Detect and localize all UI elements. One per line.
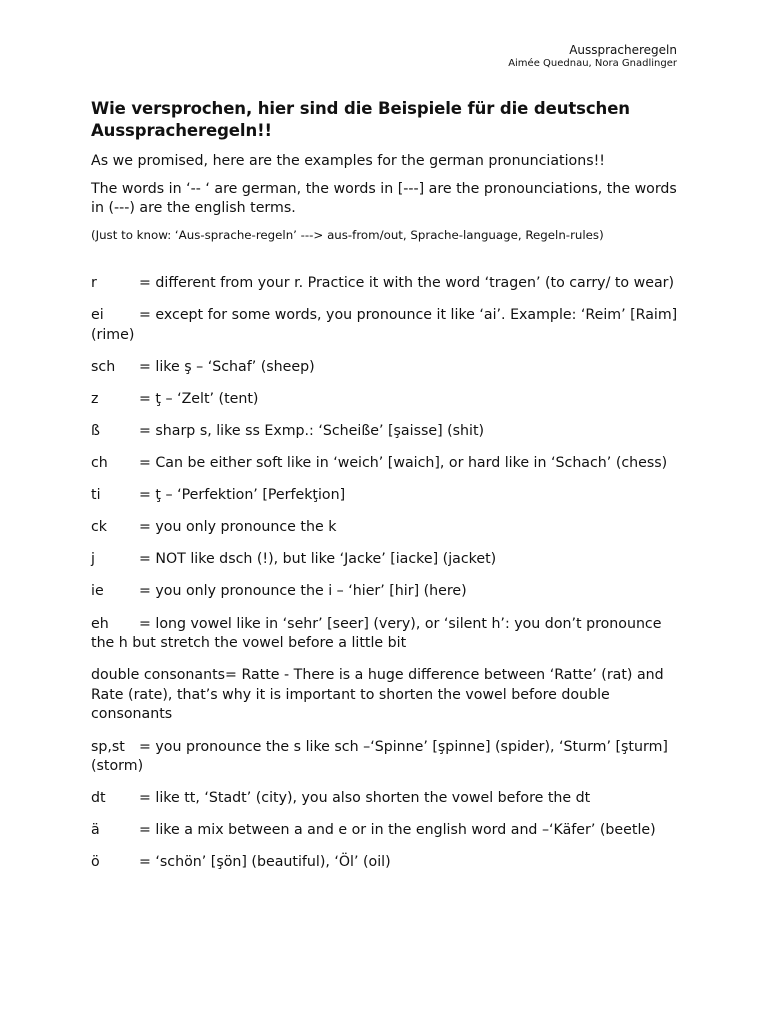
rule-item [91,666,681,725]
rule-key: ei [91,307,104,324]
document-title: Wie versprochen, hier sind die Beispiele für die deutschen Ausspracheregeln!! [91,99,630,140]
rule-key: ß [91,422,100,439]
rule-text: = you pronounce the s like sch –‘Spinne’ [şpinne] (spider), ‘Sturm’ [şturm] (storm) [91,738,668,775]
rule-item [91,274,681,294]
rule-text: = NOT like dsch (!), but like ‘Jacke’ [iacke] (jacket) [139,551,497,568]
rule-text: = Ratte - There is a huge difference between ‘Ratte’ (rat) and Rate (rate), that’s why it is important to shorten the vowel before double consonants [91,667,664,723]
rule-text: = long vowel like in ‘sehr’ [seer] (very), or ‘silent h’: you don’t pronounce the h but stretch the vowel before a little bit [91,615,662,652]
rule-item [91,821,681,841]
intro-paragraph: As we promised, here are the examples for the german pronunciations!! [91,153,605,169]
rule-text: = Can be either soft like in ‘weich’ [waich], or hard like in ‘Schach’ (chess) [139,455,668,472]
rule-text: = except for some words, you pronounce it like ‘ai’. Example: ‘Reim’ [Raim] (rime) [91,307,678,343]
rule-text: = like a mix between a and e or in the english word and –‘Käfer’ (beetle) [139,822,656,839]
rule-item [91,422,681,442]
rule-key: z [91,390,99,407]
rule-text: = you only pronounce the i – ‘hier’ [hir] (here) [139,583,467,600]
rule-item [91,358,681,378]
document-body [91,98,681,885]
rule-key: ti [91,487,101,504]
rule-text: = ‘schön’ [şön] (beautiful), ‘Öl’ (oil) [139,854,391,871]
rule-key: ö [91,854,100,871]
rule-item [91,853,681,873]
intro-paragraph: The words in ‘-- ‘ are german, the words in [---] are the pronounciations, the words in (---) are the english terms. [91,181,677,216]
rule-text: = like ş – ‘Schaf’ (sheep) [139,358,315,375]
rule-item [91,518,681,538]
rule-key: ch [91,455,108,472]
rule-item [91,390,681,410]
rule-item [91,615,681,654]
rule-key: dt [91,790,106,807]
rule-item [91,789,681,809]
rule-item [91,738,681,777]
rule-item [91,486,681,506]
rule-text: = ţ – ‘Perfektion’ [Perfekţion] [139,487,346,504]
rule-text: = like tt, ‘Stadt’ (city), you also shorten the vowel before the dt [139,790,591,807]
rule-text: = sharp s, like ss Exmp.: ‘Scheiße’ [şaisse] (shit) [139,422,485,439]
rule-key: eh [91,615,109,632]
note-paragraph: (Just to know: ‘Aus-sprache-regeln’ ---> aus-from/out, Sprache-language, Regeln-rules) [91,228,604,242]
rule-key: ie [91,583,104,600]
rule-key: sp,st [91,738,125,755]
rule-item [91,306,681,345]
rule-key: sch [91,358,116,375]
rule-text: = different from your r. Practice it with the word ‘tragen’ (to carry/ to wear) [139,275,675,291]
rule-item [91,454,681,474]
rule-key: ä [91,822,100,839]
rule-key: double consonants [91,667,226,684]
rule-item [91,550,681,570]
rule-key: r [91,275,97,291]
rule-item [91,582,681,602]
header-authors: Aimée Quednau, Nora Gnadlinger [508,58,677,69]
rule-key: ck [91,519,108,536]
rule-text: = ţ – ‘Zelt’ (tent) [139,390,259,407]
page-header [508,43,677,70]
rule-text: = you only pronounce the k [139,519,337,536]
rule-key: j [91,551,95,568]
header-title: Ausspracheregeln [569,43,677,57]
